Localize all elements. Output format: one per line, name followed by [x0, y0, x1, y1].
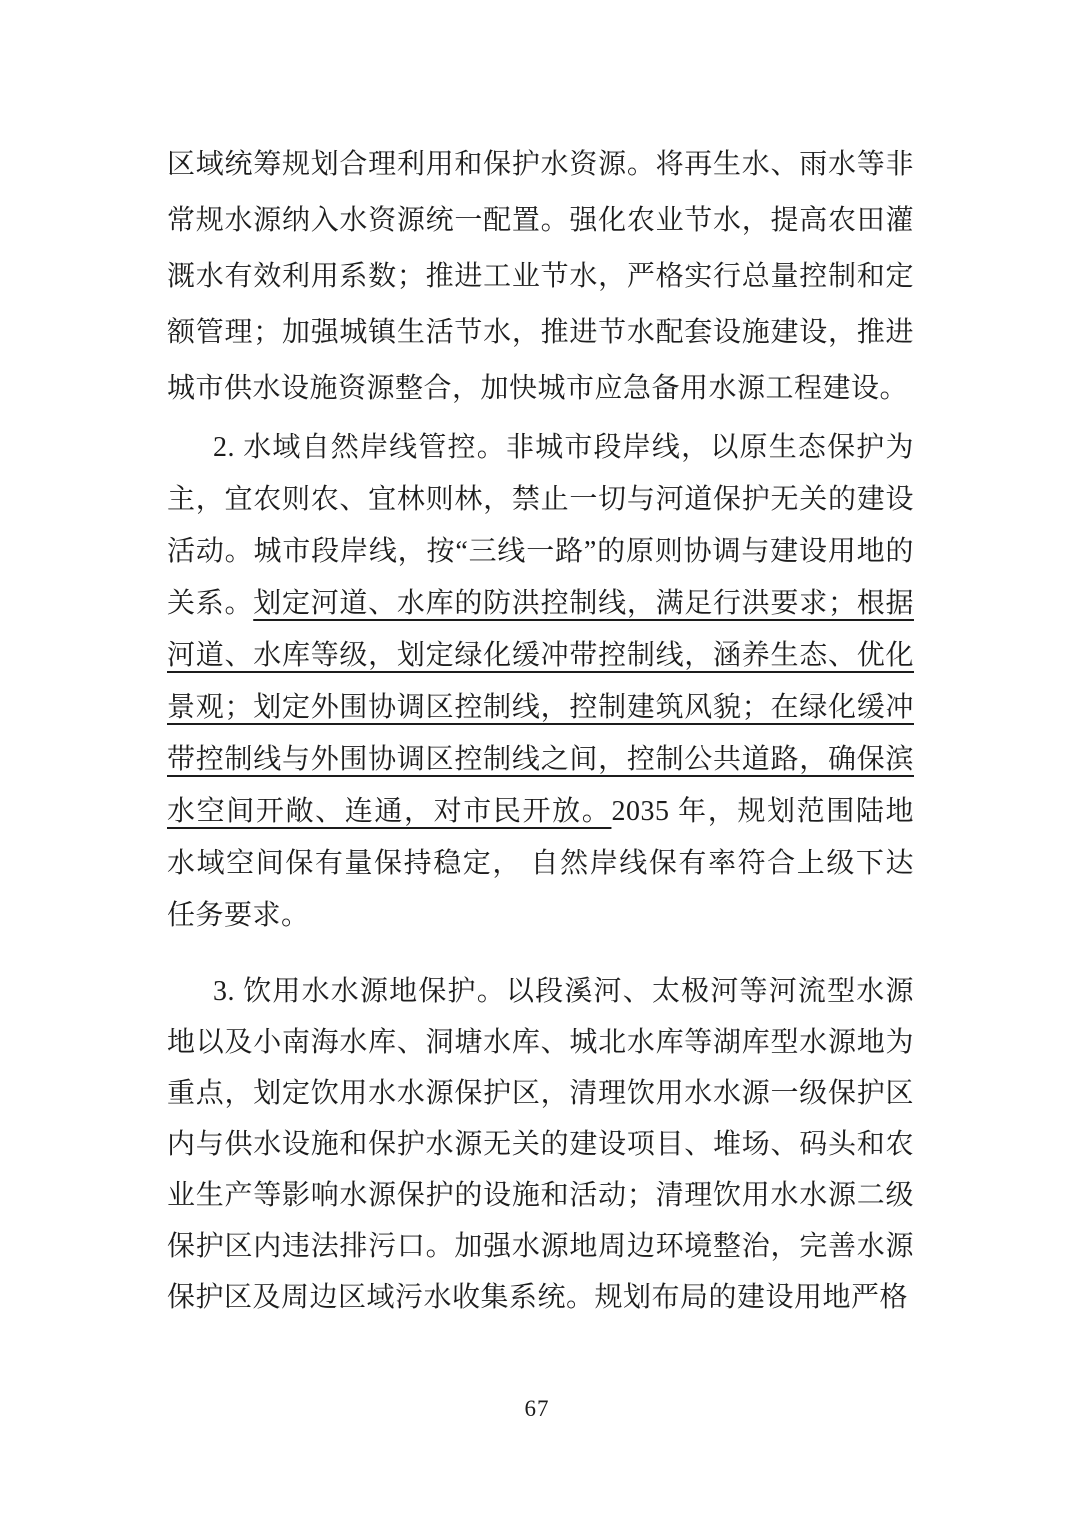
paragraph-2-underlined-passage: 划定河道、水库的防洪控制线，满足行洪要求；根据河道、水库等级，划定绿化缓冲带控制线，涵养生态、优化景观；划定外围协调区控制线，控制建筑风貌；在绿化缓冲带控制线与外围协调区控制线之间，控制公共道路，确保滨水空间开敞、连通，对市民开放。	[167, 588, 914, 827]
paragraph-2-shoreline-control	[167, 422, 914, 942]
paragraph-2-lead-text: 2. 水域自然岸线管控。非城市段岸线，以原生态保护为主，宜农则农、宜林则林，禁止一切与河道保护无关的建设活动。城市段岸线，按“三线一路”的原则协调与建设用地的关系。	[167, 432, 914, 619]
paragraph-3-text: 3. 饮用水水源地保护。以段溪河、太极河等河流型水源地以及小南海水库、洞塘水库、城北水库等湖库型水源地为重点，划定饮用水水源保护区，清理饮用水水源一级保护区内与供水设施和保护水源无关的建设项目、堆场、码头和农业生产等影响水源保护的设施和活动；清理饮用水水源二级保护区内违法排污口。加强水源地周边环境整治，完善水源保护区及周边区域污水收集系统。规划布局的建设用地严格	[167, 976, 914, 1313]
paragraph-1-text: 区域统筹规划合理利用和保护水资源。将再生水、雨水等非常规水源纳入水资源统一配置。强化农业节水，提高农田灌溉水有效利用系数；推进工业节水，严格实行总量控制和定额管理；加强城镇生活节水，推进节水配套设施建设，推进城市供水设施资源整合，加快城市应急备用水源工程建设。	[167, 149, 914, 404]
paragraph-3-drinking-water-protection	[167, 966, 914, 1323]
page-number: 67	[524, 1396, 550, 1421]
paragraph-water-resources-continuation	[167, 137, 914, 417]
paragraph-2-tail-text: 2035 年，规划范围陆地水域空间保有量保持稳定， 自然岸线保有率符合上级下达任务要求。	[167, 796, 914, 931]
text-block	[167, 137, 914, 1323]
